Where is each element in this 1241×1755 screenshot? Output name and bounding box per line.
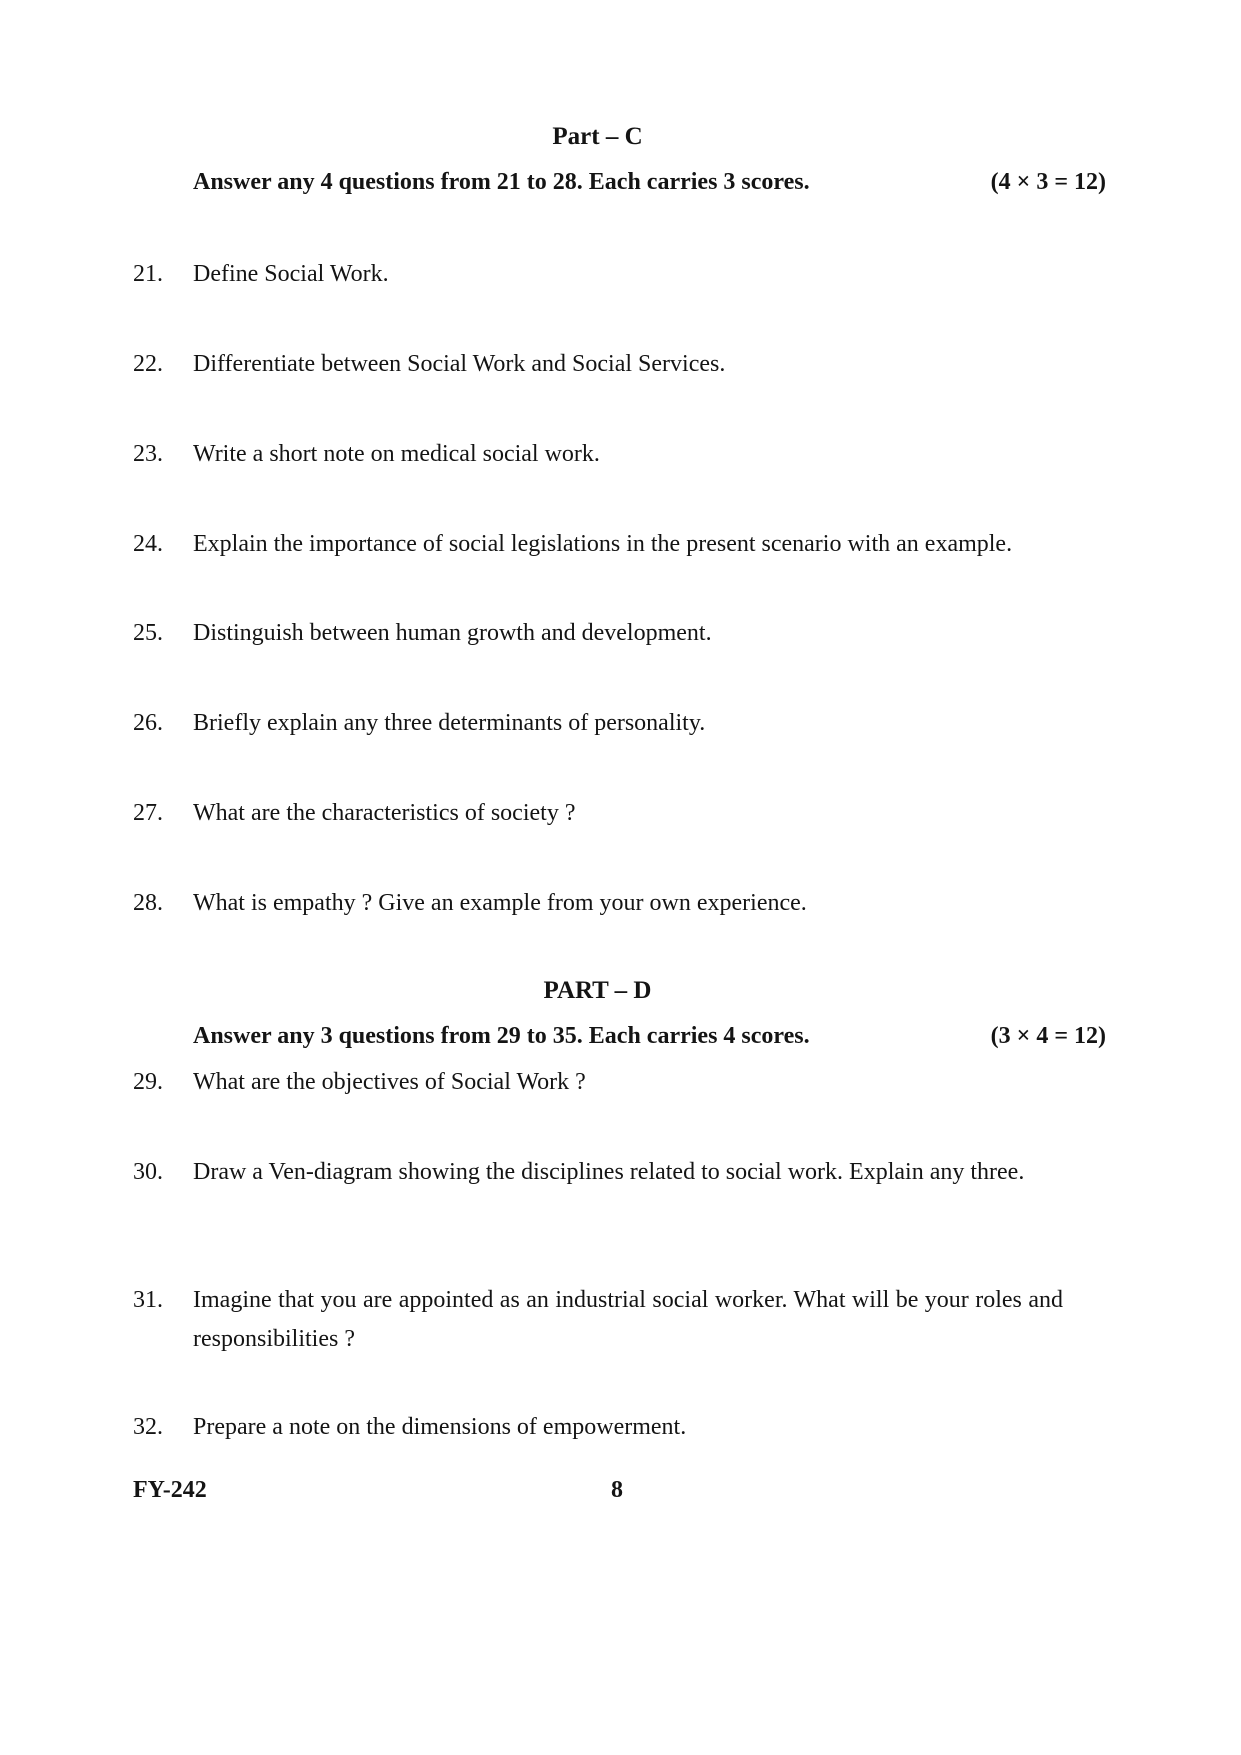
question-number: 27. <box>133 800 163 826</box>
part-c-title: Part – C <box>552 123 643 150</box>
question-text: Imagine that you are appointed as an industrial social worker. What will be your roles and responsibilities ? <box>193 1287 1063 1352</box>
question-30 <box>133 1153 1063 1192</box>
question-24 <box>133 525 1063 564</box>
question-number: 30. <box>133 1159 163 1185</box>
question-number: 25. <box>133 620 163 646</box>
question-number: 23. <box>133 441 163 467</box>
question-26 <box>133 704 1063 743</box>
question-text: Distinguish between human growth and development. <box>193 620 712 646</box>
question-32 <box>133 1408 1063 1447</box>
part-d-instruction: Answer any 3 questions from 29 to 35. Each carries 4 scores. <box>193 1023 810 1049</box>
question-22 <box>133 345 1063 384</box>
part-c-instruction: Answer any 4 questions from 21 to 28. Each carries 3 scores. <box>193 169 810 195</box>
question-text: Explain the importance of social legislations in the present scenario with an example. <box>193 531 1013 557</box>
question-text: Differentiate between Social Work and Social Services. <box>193 351 726 377</box>
page-number: 8 <box>611 1477 623 1503</box>
question-number: 29. <box>133 1069 163 1095</box>
question-text: Draw a Ven-diagram showing the disciplines related to social work. Explain any three. <box>193 1159 1025 1185</box>
question-28 <box>133 884 1063 923</box>
question-text: What are the characteristics of society ? <box>193 800 576 826</box>
question-number: 21. <box>133 261 163 287</box>
question-number: 32. <box>133 1414 163 1440</box>
question-text: Prepare a note on the dimensions of empowerment. <box>193 1414 687 1440</box>
question-31 <box>133 1281 1063 1359</box>
question-text: Write a short note on medical social work. <box>193 441 600 467</box>
question-text: Define Social Work. <box>193 261 389 287</box>
question-29 <box>133 1063 1063 1102</box>
question-text: Briefly explain any three determinants of personality. <box>193 710 706 736</box>
question-27 <box>133 794 1063 833</box>
paper-code: FY-242 <box>133 1477 207 1503</box>
question-number: 24. <box>133 531 163 557</box>
question-23 <box>133 435 1063 474</box>
question-21 <box>133 255 1063 294</box>
part-d-marks: (3 × 4 = 12) <box>990 1023 1106 1049</box>
question-number: 22. <box>133 351 163 377</box>
part-d-title: PART – D <box>543 977 652 1004</box>
question-25 <box>133 614 1063 653</box>
question-number: 28. <box>133 890 163 916</box>
question-text: What are the objectives of Social Work ? <box>193 1069 586 1095</box>
question-number: 31. <box>133 1287 163 1313</box>
question-text: What is empathy ? Give an example from your own experience. <box>193 890 807 916</box>
question-number: 26. <box>133 710 163 736</box>
part-c-marks: (4 × 3 = 12) <box>990 169 1106 195</box>
